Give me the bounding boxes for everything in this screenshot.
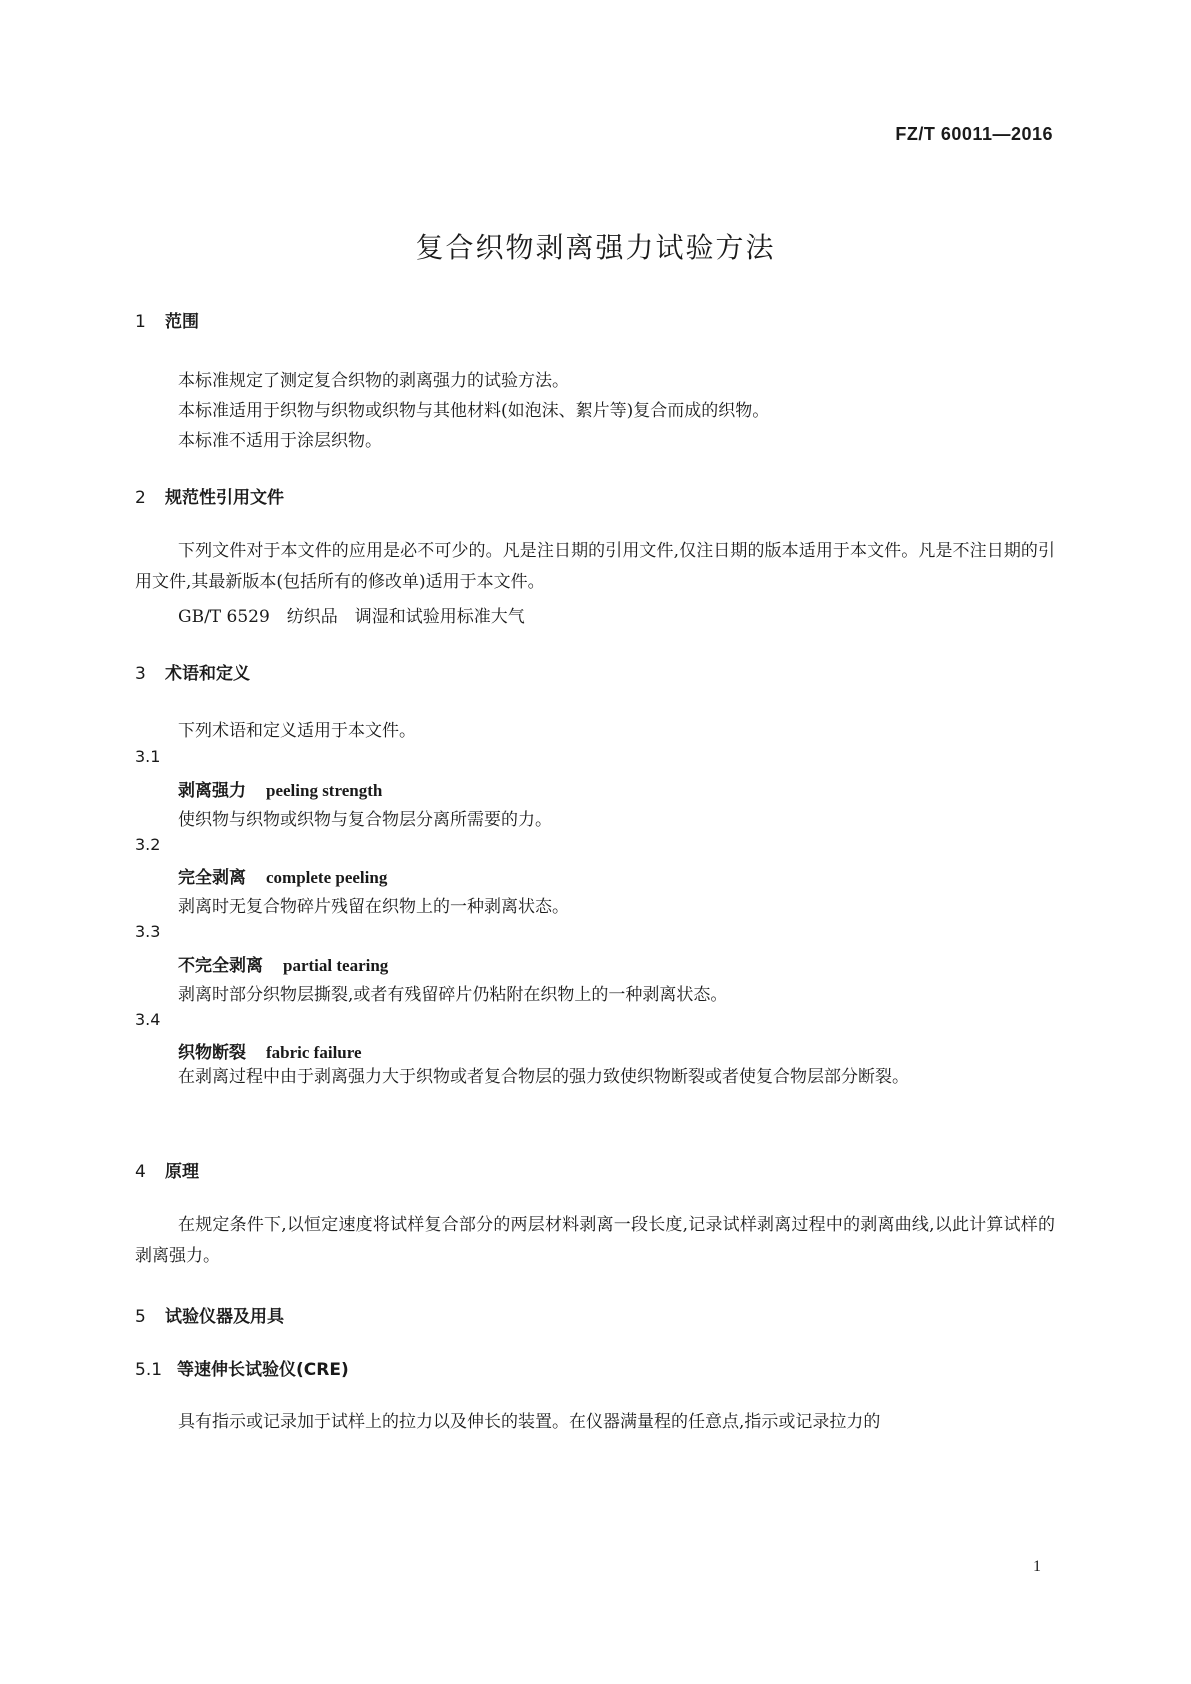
term-chinese: 织物断裂 [178, 1043, 246, 1063]
term-number: 3.3 [135, 922, 161, 941]
term-number: 3.2 [135, 835, 161, 854]
section-1-heading [135, 307, 199, 332]
term-english: peeling strength [266, 781, 383, 800]
paragraph: 本标准规定了测定复合织物的剥离强力的试验方法。 [178, 371, 569, 391]
paragraph: 具有指示或记录加于试样上的拉力以及伸长的装置。在仪器满量程的任意点,指示或记录拉力的 [178, 1412, 881, 1432]
term-definition: 剥离时部分织物层撕裂,或者有残留碎片仍粘附在织物上的一种剥离状态。 [178, 985, 728, 1005]
term-definition: 使织物与织物或织物与复合物层分离所需要的力。 [178, 810, 552, 830]
term-chinese: 剥离强力 [178, 781, 246, 801]
paragraph: 下列文件对于本文件的应用是必不可少的。凡是注日期的引用文件,仅注日期的版本适用于本文件。凡是不注日期的引用文件,其最新版本(包括所有的修改单)适用于本文件。 [135, 541, 1055, 592]
term-english: fabric failure [266, 1043, 362, 1062]
paragraph: 在规定条件下,以恒定速度将试样复合部分的两层材料剥离一段长度,记录试样剥离过程中的剥离曲线,以此计算试样的剥离强力。 [135, 1215, 1055, 1266]
section-number: 3 [135, 664, 146, 684]
section-number: 4 [135, 1162, 146, 1182]
term-chinese: 不完全剥离 [178, 956, 263, 976]
section-5-heading [135, 1302, 284, 1327]
paragraph: 下列术语和定义适用于本文件。 [178, 721, 416, 741]
section-4-heading [135, 1157, 199, 1182]
section-number: 2 [135, 488, 146, 508]
subsection-title: 等速伸长试验仪(CRE) [177, 1360, 349, 1380]
term-definition: 在剥离过程中由于剥离强力大于织物或者复合物层的强力致使织物断裂或者使复合物层部分断裂。 [178, 1067, 909, 1087]
subsection-5-1-heading [135, 1355, 349, 1380]
term-english: partial tearing [283, 956, 389, 975]
term-number: 3.4 [135, 1010, 161, 1029]
standard-code: FZ/T 60011—2016 [895, 124, 1053, 144]
term-heading [178, 776, 382, 801]
term-number: 3.1 [135, 747, 161, 766]
term-chinese: 完全剥离 [178, 868, 246, 888]
term-heading [178, 1038, 362, 1063]
section-title: 规范性引用文件 [165, 488, 284, 508]
section-title: 范围 [165, 312, 199, 332]
term-heading [178, 951, 388, 976]
page-number: 1 [1033, 1558, 1041, 1575]
section-title: 原理 [165, 1162, 199, 1182]
term-english: complete peeling [266, 868, 388, 887]
section-2-heading [135, 483, 284, 508]
section-title: 术语和定义 [165, 664, 250, 684]
section-number: 1 [135, 312, 146, 332]
term-heading [178, 863, 387, 888]
paragraph: 本标准不适用于涂层织物。 [178, 431, 382, 451]
section-3-heading [135, 659, 250, 684]
subsection-number: 5.1 [135, 1360, 163, 1380]
term-definition: 剥离时无复合物碎片残留在织物上的一种剥离状态。 [178, 897, 569, 917]
normative-reference: GB/T 6529 纺织品 调湿和试验用标准大气 [178, 607, 525, 627]
document-title: 复合织物剥离强力试验方法 [415, 231, 776, 264]
paragraph: 本标准适用于织物与织物或织物与其他材料(如泡沫、絮片等)复合而成的织物。 [178, 401, 770, 421]
section-number: 5 [135, 1307, 146, 1327]
section-title: 试验仪器及用具 [165, 1307, 284, 1327]
